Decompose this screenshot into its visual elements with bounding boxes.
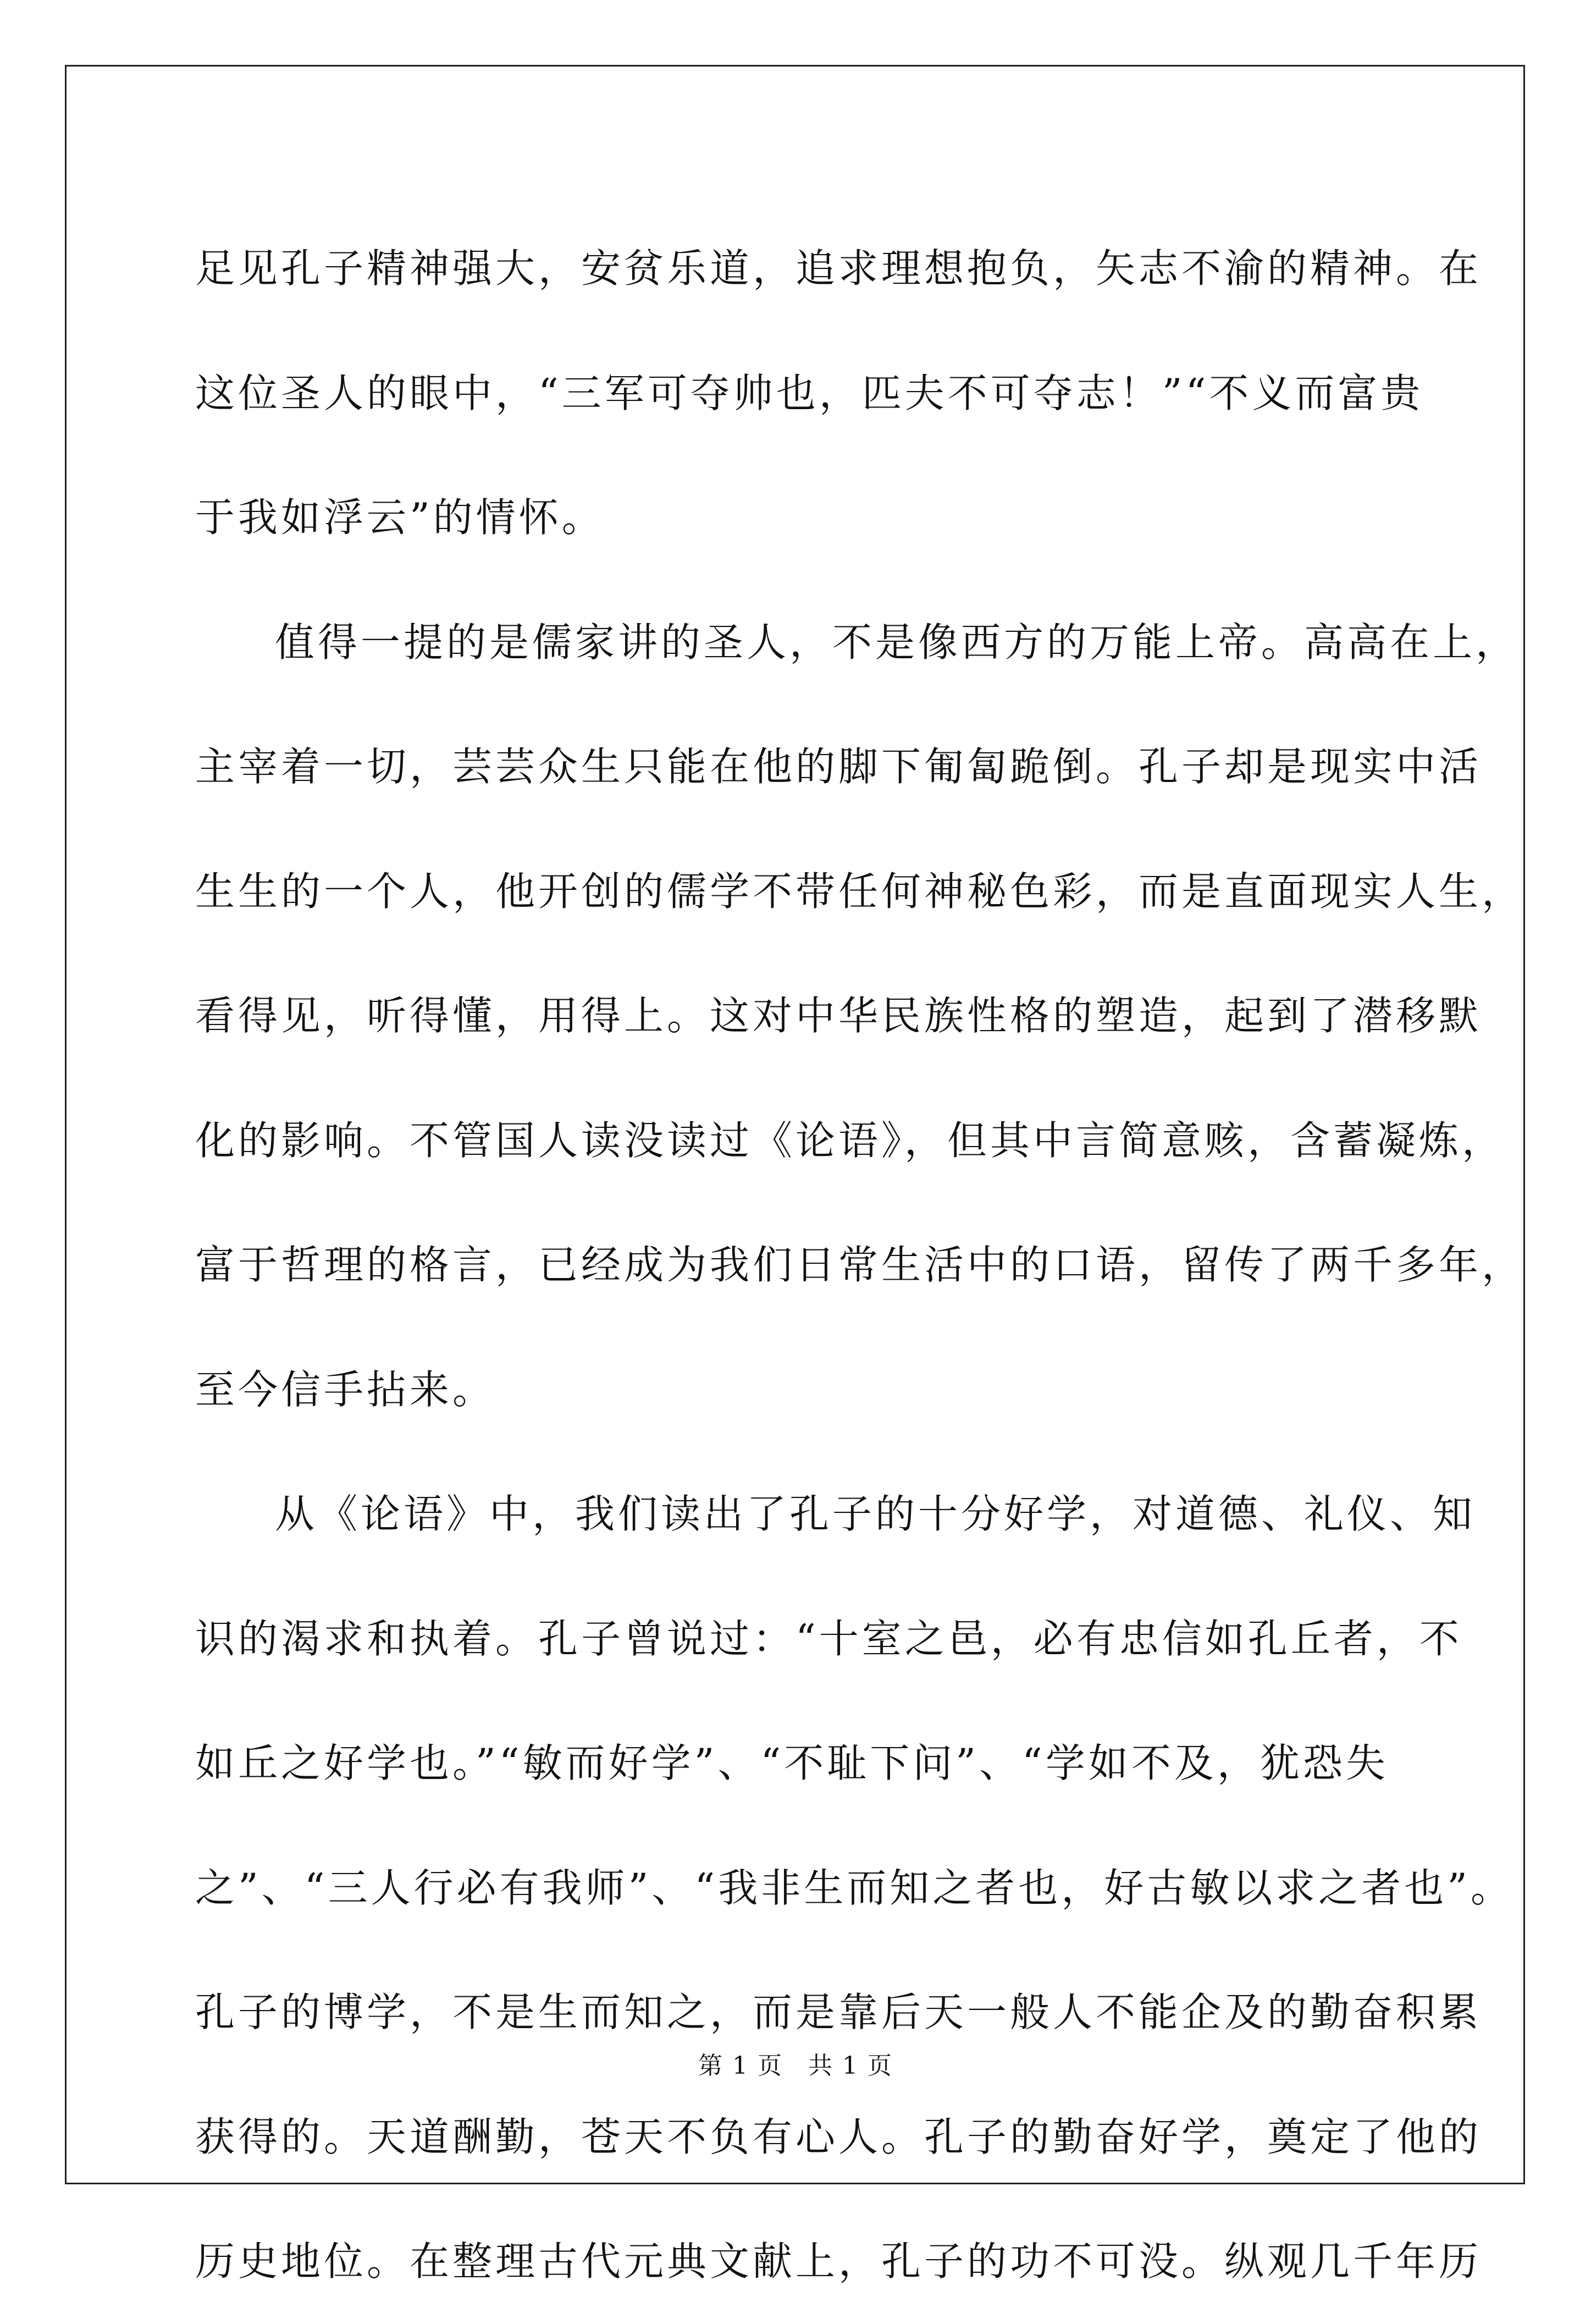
paragraph-first-line: 从《论语》中，我们读出了孔子的十分好学，对道德、礼仪、知 bbox=[275, 1491, 1476, 1537]
text-line: 于我如浮云”的情怀。 bbox=[195, 494, 605, 541]
text-line: 历史地位。在整理古代元典文献上，孔子的功不可没。纵观几千年历 bbox=[195, 2238, 1482, 2284]
text-line: 孔子的博学，不是生而知之，而是靠后天一般人不能企及的勤奋积累 bbox=[195, 1989, 1482, 2035]
text-line: 足见孔子精神强大，安贫乐道，追求理想抱负，矢志不渝的精神。在 bbox=[195, 245, 1482, 291]
text-line: 这位圣人的眼中，“三军可夺帅也，匹夫不可夺志！”“不义而富贵 bbox=[195, 370, 1424, 416]
text-line: 化的影响。不管国人读没读过《论语》，但其中言简意赅，含蓄凝炼， bbox=[195, 1117, 1505, 1164]
text-line: 获得的。天道酬勤，苍天不负有心人。孔子的勤奋好学，奠定了他的 bbox=[195, 2113, 1482, 2160]
text-line: 至今信手拈来。 bbox=[195, 1366, 496, 1413]
text-line: 如丘之好学也。”“敏而好学”、“不耻下问”、“学如不及，犹恐失 bbox=[195, 1740, 1389, 1786]
page-number-footer: 第 1 页 共 1 页 bbox=[698, 2052, 893, 2080]
paragraph-first-line: 值得一提的是儒家讲的圣人，不是像西方的万能上帝。高高在上， bbox=[275, 619, 1519, 665]
text-line: 看得见，听得懂，用得上。这对中华民族性格的塑造，起到了潜移默 bbox=[195, 993, 1482, 1039]
text-line: 之”、“三人行必有我师”、“我非生而知之者也，好古敏以求之者也”。 bbox=[195, 1864, 1514, 1911]
text-line: 富于哲理的格言，已经成为我们日常生活中的口语，留传了两千多年， bbox=[195, 1242, 1525, 1288]
text-line: 生生的一个人，他开创的儒学不带任何神秘色彩，而是直面现实人生， bbox=[195, 868, 1525, 915]
document-body bbox=[195, 206, 1525, 2324]
text-line: 主宰着一切，芸芸众生只能在他的脚下匍匐跪倒。孔子却是现实中活 bbox=[195, 744, 1482, 790]
text-line: 识的渴求和执着。孔子曾说过：“十室之邑，必有忠信如孔丘者，不 bbox=[195, 1615, 1462, 1662]
